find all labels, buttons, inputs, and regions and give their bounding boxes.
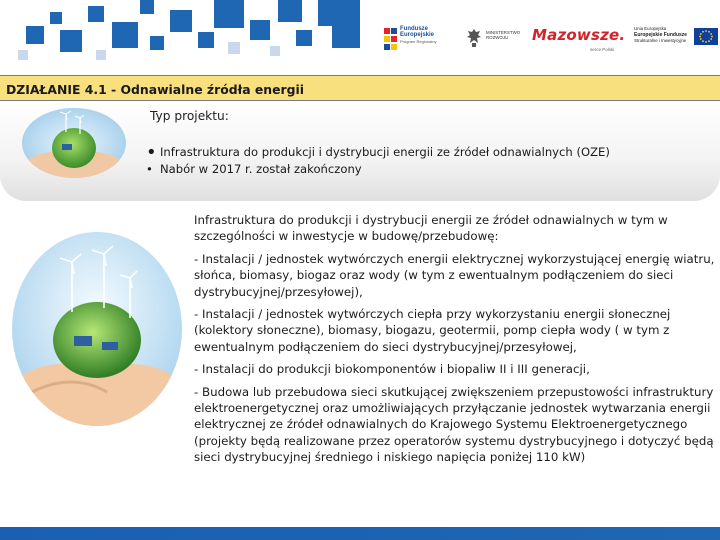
eu-logo [634,26,718,56]
eu-line1: Unia Europejska [634,26,667,31]
details-intro: Infrastruktura do produkcji i dystrybucji energii ze źródeł odnawialnych w tym w szczególności w inwestycje w budowę/przebudowę: [194,213,668,244]
summary-bullet-2 [146,162,362,176]
details-item-4: - Budowa lub przebudowa sieci skutkującej zwiększeniem przepustowości infrastruktury elektroenergetycznej oraz umożliwiających przyłączanie jednostek wytwarzania energii elektrycznej ze źródeł odnawialnych do Krajowego Systemu Elektroenergetycznego (projekty będą realizowane przez operatorów systemu dystrybucyjnego i dotyczyć będą sieci dystrybucyjnej średniego i niskiego napięcia poniżej 110 kW) [194,384,714,465]
ministry-line1: MINISTERSTWO [486,30,521,35]
project-type-label: Typ projektu: [150,109,229,123]
logo-strip [376,18,720,64]
details-item-2: - Instalacji / jednostek wytwórczych ciepła przy wykorzystaniu energii słonecznej (kolektory słoneczne), biomasy, biogazu, geotermii, pomp ciepła wody ( w tym z ewentualnym podłączeniem do sieci dystrybucyjnej/przesyłowej, [194,307,671,354]
mazowsze-tagline: serce Polski [590,47,615,52]
fe-logo-line2: Europejskie [400,32,435,38]
page-title: DZIAŁANIE 4.1 - Odnawialne źródła energii [6,82,304,97]
bullet-dot: • [146,162,153,176]
fe-logo-line3: Program Regionalny [400,39,437,44]
details-section [194,212,716,472]
fe-logo-line1: Fundusze [400,26,428,32]
eu-line2: Europejskie Fundusze [634,31,688,38]
mazowsze-wordmark: Mazowsze. [532,26,626,44]
fe-logo-icon [384,28,398,52]
eco-hands-image-large [12,232,182,426]
summary-bullet-1-text: Infrastruktura do produkcji i dystrybucji energii ze źródeł odnawialnych (OZE) [160,145,610,159]
title-bar [0,75,720,101]
ministry-line2: ROZWOJU [486,35,509,40]
details-item-1: - Instalacji / jednostek wytwórczych energii elektrycznej wykorzystującej energię wiatru, słońca, biomasy, biogaz oraz wody (w tym z ewentualnym podłączeniem do sieci dystrybucyjnej/przesyłowej), [194,251,715,299]
eu-line3: Strukturalne i Inwestycyjne [634,38,687,43]
bullet-dot: • [146,142,157,163]
fe-logo [384,26,462,56]
header [0,0,720,68]
polish-eagle-icon [466,28,482,48]
summary-bullet-1 [146,142,610,163]
decorative-squares [0,0,360,68]
summary-bullet-2-text: Nabór w 2017 r. został zakończony [160,162,362,176]
mazowsze-logo [532,26,627,56]
bottom-stripe [0,527,720,540]
details-item-3: - Instalacji do produkcji biokomponentów i biopaliw II i III generacji, [194,362,590,377]
eco-hands-image-small [22,108,126,178]
eu-flag-icon [694,28,718,45]
